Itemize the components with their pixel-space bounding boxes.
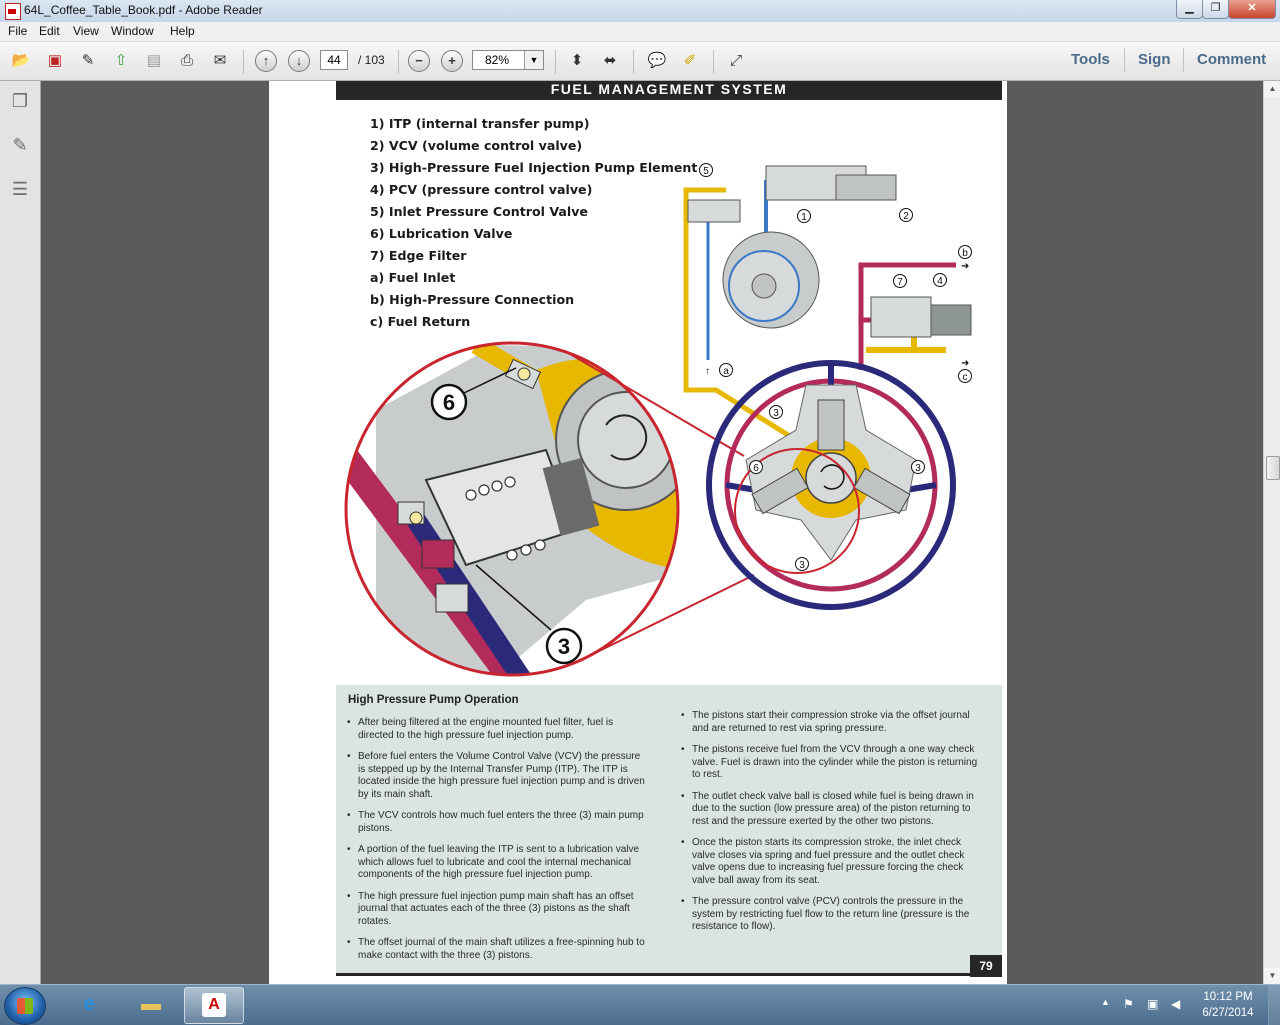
legend-item: c) Fuel Return: [370, 314, 471, 329]
menu-view[interactable]: View: [73, 24, 99, 38]
label-5: 5: [703, 166, 709, 177]
label-1: 1: [801, 212, 807, 223]
bullet-item: • The pistons receive fuel from the VCV through a one way check valve. Fuel is drawn into the cylinder while the piston is returning to rest.: [681, 744, 986, 782]
footer-rule: [336, 973, 1002, 976]
legend-item: 7) Edge Filter: [370, 248, 467, 263]
minimize-button[interactable]: ▁: [1176, 0, 1203, 19]
bullet-item: • The offset journal of the main shaft utilizes a free-spinning hub to make contact with the three (3) pistons.: [347, 937, 647, 962]
adobe-reader-icon: [5, 3, 21, 20]
sign-pane-button[interactable]: Sign: [1138, 51, 1171, 68]
info-heading: High Pressure Pump Operation: [348, 694, 519, 706]
vertical-scrollbar[interactable]: [1263, 81, 1280, 984]
scroll-down-icon[interactable]: ▼: [1264, 968, 1280, 984]
scroll-thumb[interactable]: [1266, 456, 1280, 480]
page-number: 79: [970, 955, 1002, 977]
legend-item: 4) PCV (pressure control valve): [370, 182, 593, 197]
window-title: 64L_Coffee_Table_Book.pdf - Adobe Reader: [24, 3, 263, 17]
page-total: / 103: [358, 53, 385, 67]
zoom-select[interactable]: [472, 50, 544, 70]
clock-time: 10:12 PM: [1203, 991, 1253, 1003]
comment-icon[interactable]: 💬: [647, 52, 667, 69]
menu-file[interactable]: File: [8, 24, 28, 38]
edit-icon[interactable]: ✎: [81, 52, 95, 69]
save-icon[interactable]: ▤: [146, 52, 162, 69]
svg-text:↑: ↑: [705, 366, 710, 377]
show-desktop-button[interactable]: [1268, 985, 1280, 1025]
label-c: c: [962, 372, 968, 383]
volume-icon[interactable]: ◀: [1171, 997, 1181, 1011]
zoom-in-icon[interactable]: +: [441, 50, 463, 72]
label-3-bottom: 3: [799, 560, 805, 571]
legend-item: 5) Inlet Pressure Control Valve: [370, 204, 588, 219]
legend-item: a) Fuel Inlet: [370, 270, 456, 285]
title-bar: [0, 0, 1280, 23]
email-icon[interactable]: ✉: [213, 52, 227, 69]
page-number-input[interactable]: 44: [320, 50, 348, 70]
prev-page-icon[interactable]: ↑: [255, 50, 277, 72]
clock[interactable]: [1196, 989, 1260, 1021]
upload-icon[interactable]: ⇧: [114, 52, 128, 69]
bullet-item: • A portion of the fuel leaving the ITP is sent to a lubrication valve which allows fuel to lubricate and cool the internal mechanical components of the high pressure fuel injection pump.: [347, 844, 647, 882]
attachments-icon[interactable]: ✎: [12, 135, 28, 155]
component-legend: [370, 113, 697, 333]
right-column: [681, 710, 986, 943]
create-pdf-icon[interactable]: ▣: [47, 52, 63, 69]
print-icon[interactable]: ⎙: [180, 52, 193, 69]
maximize-button[interactable]: ❐: [1202, 0, 1229, 19]
network-icon[interactable]: ▣: [1147, 997, 1159, 1011]
legend-item: 3) High-Pressure Fuel Injection Pump Element: [370, 160, 698, 175]
svg-text:➜: ➜: [961, 358, 970, 369]
legend-item: 6) Lubrication Valve: [370, 226, 513, 241]
show-hidden-icons[interactable]: ▲: [1101, 997, 1110, 1007]
fit-page-icon[interactable]: ⬍: [570, 52, 584, 69]
menu-help[interactable]: Help: [170, 24, 195, 38]
start-button[interactable]: [4, 987, 46, 1025]
legend-item: 2) VCV (volume control valve): [370, 138, 583, 153]
internet-explorer-icon[interactable]: e: [83, 993, 95, 1015]
label-4: 4: [937, 276, 943, 287]
open-icon[interactable]: 📂: [11, 52, 31, 69]
menu-window[interactable]: Window: [111, 24, 154, 38]
tools-pane-button[interactable]: Tools: [1071, 51, 1110, 68]
label-a: a: [723, 366, 729, 377]
adobe-reader-icon[interactable]: A: [184, 987, 244, 1024]
fullscreen-icon[interactable]: ⤢: [729, 52, 742, 69]
label-3-right: 3: [915, 463, 921, 474]
zoom-out-icon[interactable]: −: [408, 50, 430, 72]
callout-3-label: 3: [557, 634, 571, 659]
scroll-up-icon[interactable]: ▲: [1264, 81, 1280, 97]
label-2: 2: [903, 211, 909, 222]
bullet-item: • The pistons start their compression stroke via the offset journal and are returned to rest via spring pressure.: [681, 710, 986, 735]
svg-text:➜: ➜: [961, 261, 970, 272]
bullet-item: • The outlet check valve ball is closed while fuel is being drawn in due to the suction (low pressure area) of the piston returning to rest and the pressure exerted by the other two pistons.: [681, 791, 986, 829]
next-page-icon[interactable]: ↓: [288, 50, 310, 72]
taskbar: [0, 984, 1280, 1025]
zoom-value: 82%: [485, 53, 510, 67]
bullet-item: • After being filtered at the engine mounted fuel filter, fuel is directed to the high pressure fuel injection pump.: [347, 717, 647, 742]
highlight-icon[interactable]: ✐: [683, 52, 697, 69]
menu-edit[interactable]: Edit: [39, 24, 60, 38]
info-box: [336, 685, 1002, 975]
comment-pane-button[interactable]: Comment: [1197, 51, 1267, 68]
label-7: 7: [897, 277, 903, 288]
bullet-item: • The high pressure fuel injection pump main shaft has an offset journal that actuates each of the three (3) pistons as the shaft rotates.: [347, 891, 647, 929]
callout-6-label: 6: [442, 390, 456, 415]
label-3-top: 3: [773, 408, 779, 419]
pages-icon[interactable]: ❐: [11, 91, 29, 111]
left-column: [347, 717, 647, 971]
bullet-item: • Before fuel enters the Volume Control Valve (VCV) the pressure is stepped up by the Internal Transfer Pump (ITP). The ITP is located inside the high pressure fuel injection pump and is driven by its main shaft.: [347, 751, 647, 801]
action-center-icon[interactable]: ⚑: [1123, 997, 1134, 1011]
legend-item: b) High-Pressure Connection: [370, 292, 575, 307]
layers-icon[interactable]: ☰: [11, 179, 29, 199]
chevron-down-icon[interactable]: ▼: [524, 51, 543, 69]
label-b: b: [962, 248, 968, 259]
legend-item: 1) ITP (internal transfer pump): [370, 116, 590, 131]
bullet-item: • The VCV controls how much fuel enters the three (3) main pump pistons.: [347, 810, 647, 835]
label-6: 6: [753, 463, 759, 474]
clock-date: 6/27/2014: [1202, 1007, 1254, 1019]
page-header: FUEL MANAGEMENT SYSTEM: [336, 81, 1002, 100]
menu-bar: [0, 22, 1280, 42]
bullet-item: • Once the piston starts its compression stroke, the inlet check valve closes via spring and fuel pressure and the outlet check valve opens due to increasing fuel pressure forcing the check valve ball away from its seat.: [681, 837, 986, 887]
navigation-pane: [0, 81, 41, 984]
bullet-item: • The pressure control valve (PCV) controls the pressure in the system by restricting fuel flow to the return line (pressure is the resistance to flow).: [681, 896, 986, 934]
close-button[interactable]: ✕: [1228, 0, 1276, 19]
magnified-view: [336, 340, 696, 685]
fit-width-icon[interactable]: ⬌: [603, 52, 617, 69]
file-explorer-icon[interactable]: ▬: [141, 993, 161, 1015]
